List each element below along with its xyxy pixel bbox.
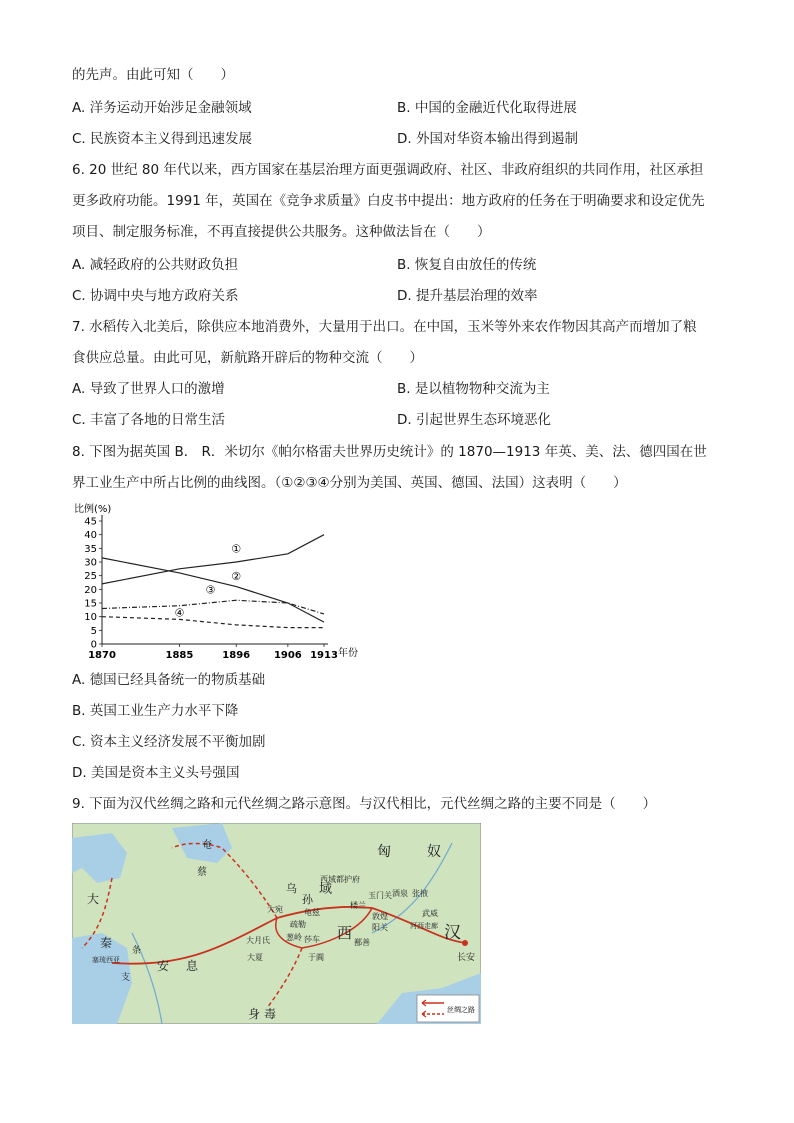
chart-y-axis-label: 比例(%)	[74, 504, 112, 515]
map-label-loulan: 楼兰	[350, 901, 366, 910]
map-legend	[417, 995, 479, 1022]
map-label-xi: 西	[337, 924, 353, 942]
chart-y-tick-label: 5	[90, 625, 97, 637]
map-label-shendu-a: 身	[248, 1007, 261, 1021]
q7-option-b[interactable]: B. 是以植物物种交流为主	[397, 381, 550, 397]
q6-stem-line1: 6. 20 世纪 80 年代以来，西方国家在基层治理方面更强调政府、社区、非政府组织的共同作用，社区承担	[72, 162, 704, 178]
q5-stem-tail: 的先声。由此可知（ ）	[72, 67, 234, 83]
chart-x-tick-label: 1870	[88, 650, 116, 661]
q7-option-a[interactable]: A. 导致了世界人口的激增	[72, 381, 225, 397]
chart-axes	[102, 515, 328, 644]
map-label-shache: 莎车	[304, 935, 320, 944]
q8-option-a[interactable]: A. 德国已经具备统一的物质基础	[72, 672, 266, 688]
chart-x-axis-label: 年份	[338, 648, 358, 659]
q5-option-c[interactable]: C. 民族资本主义得到迅速发展	[72, 131, 253, 147]
chart-x-tick-label: 1885	[165, 650, 194, 661]
map-label-dawan: 大宛	[267, 905, 283, 914]
map-label-jiuquan: 酒泉	[392, 889, 408, 898]
q5-option-d[interactable]: D. 外国对华资本输出得到遏制	[397, 131, 578, 147]
map-label-daxia: 大夏	[247, 953, 263, 962]
map-label-wu: 乌	[286, 882, 297, 895]
map-label-wuwei: 武威	[422, 909, 438, 918]
q6-option-c[interactable]: C. 协调中央与地方政府关系	[72, 288, 239, 304]
chart-y-tick-label: 15	[84, 598, 97, 610]
map-label-da: 大	[87, 892, 100, 906]
chart-x-tick-label: 1913	[310, 650, 338, 661]
map-label-dayuezhi: 大月氏	[246, 936, 270, 945]
q6-stem-line3: 项目、制定服务标准，不再直接提供公共服务。这种做法旨在（ ）	[72, 224, 491, 240]
chart-x-tick-label: 1906	[273, 650, 302, 661]
chart-y-tick-label: 10	[84, 612, 97, 624]
map-label-shanshan: 鄯善	[354, 938, 370, 947]
map-label-selejiya: 塞琉西亚	[92, 956, 120, 964]
map-label-shendu-b: 毒	[264, 1007, 277, 1021]
map-label-yan: 奄	[202, 840, 212, 851]
q8-option-c[interactable]: C. 资本主义经济发展不平衡加剧	[72, 734, 266, 750]
map-label-changan: 长安	[457, 953, 476, 963]
chart-series	[102, 535, 324, 628]
map-label-anxi-b: 息	[186, 959, 199, 973]
map-label-guizi: 龟兹	[304, 908, 320, 917]
q6-option-b[interactable]: B. 恢复自由放任的传统	[397, 257, 537, 273]
silk-road-map	[72, 823, 481, 1024]
chart-series-line-3	[102, 600, 324, 614]
q5-option-a[interactable]: A. 洋务运动开始涉足金融领域	[72, 100, 252, 116]
map-label-congling: 葱岭	[286, 933, 302, 942]
q6-stem-line2: 更多政府功能。1991 年，英国在《竞争求质量》白皮书中提出：地方政府的任务在于明确要求和设定优先	[72, 193, 705, 209]
q8-stem-line1: 8. 下图为据英国 B． R．米切尔《帕尔格雷夫世界历史统计》的 1870—1913 年英、美、法、德四国在世	[72, 444, 707, 460]
q8-option-d[interactable]: D. 美国是资本主义头号强国	[72, 765, 240, 781]
q8-option-b[interactable]: B. 英国工业生产力水平下降	[72, 703, 239, 719]
map-label-cai: 蔡	[197, 867, 207, 878]
map-label-tiaozhi-b: 支	[121, 973, 131, 983]
changan-marker	[462, 940, 468, 946]
map-label-xiongnu-b: 奴	[427, 844, 441, 860]
map-label-hexi: 河西走廊	[410, 922, 438, 930]
industry-share-chart	[72, 503, 372, 663]
chart-series-line-4	[102, 617, 324, 628]
q9-stem-line1: 9. 下面为汉代丝绸之路和元代丝绸之路示意图。与汉代相比，元代丝绸之路的主要不同是（ ）	[72, 796, 657, 812]
chart-series-label-4: ④	[174, 606, 185, 620]
map-label-anxi-a: 安	[157, 959, 170, 973]
chart-y-tick-label: 25	[84, 571, 97, 583]
map-label-shule: 疏勒	[290, 920, 306, 929]
map-label-xiyu-duhufu: 西域都护府	[320, 875, 360, 884]
q7-stem-line2: 食供应总量。由此可见，新航路开辟后的物种交流（ ）	[72, 350, 423, 366]
chart-series-label-2: ②	[231, 569, 242, 583]
chart-series-label-3: ③	[205, 583, 216, 597]
map-label-han: 汉	[444, 923, 461, 943]
map-label-yumenguan: 玉门关	[368, 891, 392, 900]
chart-series-labels	[175, 542, 242, 619]
map-label-qin: 秦	[100, 936, 113, 950]
chart-series-line-1	[102, 535, 324, 584]
q7-option-d[interactable]: D. 引起世界生态环境恶化	[397, 412, 551, 428]
chart-y-tick-label: 0	[90, 639, 97, 651]
q7-stem-line1: 7. 水稻传入北美后，除供应本地消费外，大量用于出口。在中国，玉米等外来农作物因其高产而增加了粮	[72, 319, 697, 335]
map-label-sun: 孙	[302, 893, 313, 906]
chart-y-tick-label: 30	[84, 557, 97, 569]
q8-stem-line2: 界工业生产中所占比例的曲线图。（①②③④分别为美国、英国、德国、法国）这表明（ ）	[72, 475, 627, 491]
chart-y-tick-label: 35	[84, 543, 97, 555]
map-label-yu: 域	[319, 882, 333, 897]
map-label-yangguan: 阳关	[372, 923, 388, 932]
map-label-tiaozhi-a: 条	[132, 946, 142, 956]
q5-option-b[interactable]: B. 中国的金融近代化取得进展	[397, 100, 577, 116]
map-label-zhangye: 张掖	[412, 889, 428, 898]
chart-y-tick-label: 40	[84, 530, 97, 542]
q6-option-a[interactable]: A. 减轻政府的公共财政负担	[72, 257, 239, 273]
map-label-yutian: 于阗	[308, 953, 324, 962]
map-label-xiongnu-a: 匈	[377, 844, 391, 860]
chart-x-tick-label: 1896	[222, 650, 251, 661]
chart-series-label-1: ①	[231, 542, 242, 556]
map-legend-label: 丝绸之路	[447, 1006, 475, 1014]
chart-y-tick-label: 20	[84, 584, 97, 596]
q7-option-c[interactable]: C. 丰富了各地的日常生活	[72, 412, 226, 428]
chart-y-tick-label: 45	[84, 516, 97, 528]
q6-option-d[interactable]: D. 提升基层治理的效率	[397, 288, 538, 304]
map-label-dunhuang: 敦煌	[372, 912, 388, 921]
